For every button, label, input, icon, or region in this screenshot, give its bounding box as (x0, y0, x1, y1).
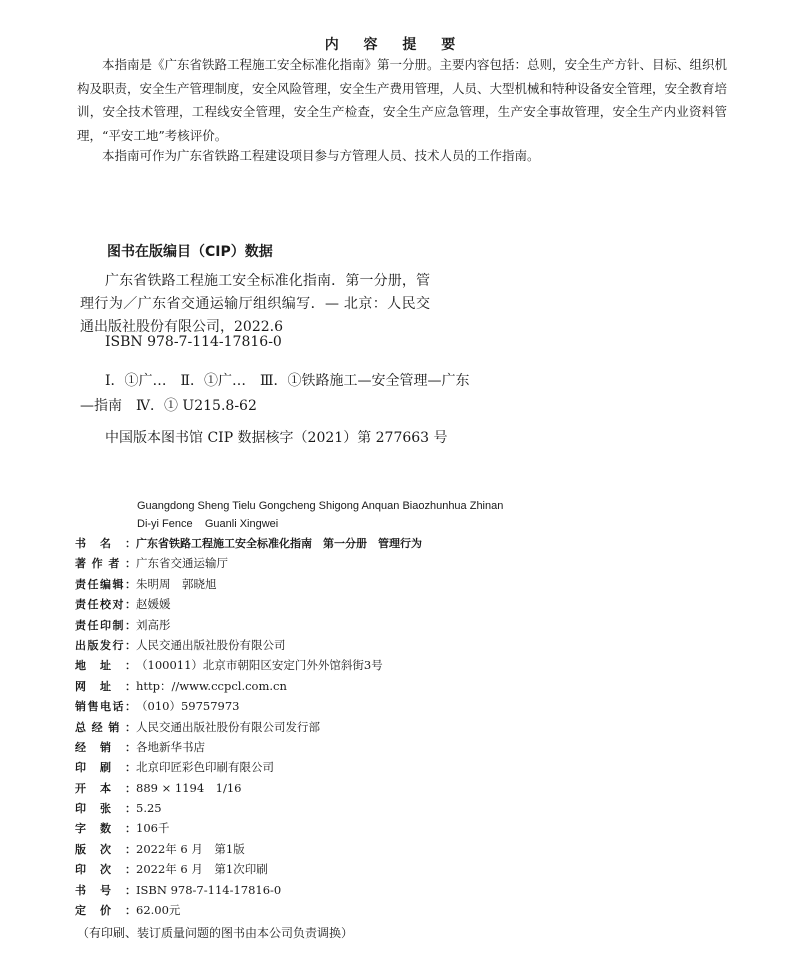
info-label: 印张： (75, 802, 136, 816)
info-value: 人民交通出版社股份有限公司 (136, 637, 286, 652)
info-label: 责任印制： (75, 618, 136, 632)
info-row (75, 533, 422, 553)
info-label: 版次： (75, 842, 136, 856)
info-row (75, 635, 422, 655)
info-label: 销售电话： (75, 700, 136, 714)
cip-number: 中国版本图书馆 CIP 数据核字（2021）第 277663 号 (105, 430, 448, 446)
pinyin-line-2: Di-yi Fence Guanli Xingwei (137, 518, 279, 530)
summary-paragraph-2 (77, 144, 727, 168)
info-row (75, 615, 422, 635)
info-row (75, 778, 422, 798)
info-label: 责任编辑： (75, 577, 136, 591)
info-label: 印刷： (75, 761, 136, 775)
cip-heading: 图书在版编目（CIP）数据 (107, 244, 273, 260)
info-label: 著作者： (75, 557, 136, 571)
publication-info (75, 533, 422, 920)
info-label: 印次： (75, 863, 136, 877)
info-value: 刘高彤 (136, 617, 171, 632)
info-label: 责任校对： (75, 598, 136, 612)
info-row (75, 798, 422, 818)
summary-paragraph-1 (77, 53, 727, 147)
info-label: 开本： (75, 781, 136, 795)
footer-note: （有印刷、装订质量问题的图书由本公司负责调换） (77, 926, 354, 940)
info-row (75, 737, 422, 757)
info-value: 各地新华书店 (136, 739, 205, 754)
info-row (75, 900, 422, 920)
info-value: ISBN 978-7-114-17816-0 (136, 882, 282, 897)
info-label: 总经销： (75, 720, 136, 734)
info-row (75, 676, 422, 696)
info-value: http：//www.ccpcl.com.cn (136, 678, 287, 693)
info-row (75, 594, 422, 614)
cip-description: 广东省铁路工程施工安全标准化指南．第一分册，管理行为／广东省交通运输厅组织编写．— 北京：人民交通出版社股份有限公司，2022.6 (80, 273, 430, 335)
info-label: 定价： (75, 904, 136, 918)
info-value: 朱明周 郭晓旭 (136, 576, 217, 591)
info-label: 地址： (75, 659, 136, 673)
info-value: （010）59757973 (136, 699, 240, 714)
info-label: 书名： (75, 537, 136, 550)
summary-text: 本指南可作为广东省铁路工程建设项目参与方管理人员、技术人员的工作指南。 (102, 148, 540, 163)
cip-isbn: ISBN 978-7-114-17816-0 (105, 334, 282, 350)
info-value: 2022年 6 月 第1版 (136, 841, 245, 856)
info-label: 字数： (75, 822, 136, 836)
info-value: 人民交通出版社股份有限公司发行部 (136, 719, 320, 734)
info-value: 2022年 6 月 第1次印刷 (136, 862, 268, 877)
info-value: 北京印匠彩色印刷有限公司 (136, 760, 274, 775)
info-value: 赵媛媛 (136, 597, 171, 612)
info-value: 广东省铁路工程施工安全标准化指南 第一分册 管理行为 (136, 537, 422, 550)
info-label: 网址： (75, 679, 136, 693)
info-row (75, 696, 422, 716)
pinyin-title (137, 497, 503, 533)
info-row (75, 818, 422, 838)
info-value: 106千 (136, 821, 170, 836)
info-row (75, 757, 422, 777)
info-value: 889 × 1194 1/16 (136, 780, 242, 795)
info-value: 62.00元 (136, 903, 181, 918)
summary-text: 本指南是《广东省铁路工程施工安全标准化指南》第一分册。主要内容包括：总则，安全生产方针、目标、组织机构及职责，安全生产管理制度，安全风险管理，安全生产费用管理，人员、大型机械和特种设备安全管理，安全教育培训，安全技术管理，工程线安全管理，安全生产检查，安全生产应急管理，生产安全事故管理，安全生产内业资料管理，“平安工地”考核评价。 (77, 57, 728, 143)
info-label: 经销： (75, 740, 136, 754)
info-row (75, 839, 422, 859)
info-row (75, 859, 422, 879)
info-label: 出版发行： (75, 638, 136, 652)
cip-classification: Ⅰ．①广… Ⅱ．①广… Ⅲ．①铁路施工—安全管理—广东—指南 Ⅳ．① U215.8-62 (80, 373, 470, 414)
info-value: （100011）北京市朝阳区安定门外外馆斜街3号 (136, 658, 383, 673)
info-row (75, 553, 422, 573)
info-label: 书号： (75, 883, 136, 897)
info-value: 广东省交通运输厅 (136, 556, 228, 571)
info-value: 5.25 (136, 801, 162, 816)
info-row (75, 717, 422, 737)
info-row (75, 655, 422, 675)
pinyin-line-1: Guangdong Sheng Tielu Gongcheng Shigong Anquan Biaozhunhua Zhinan (137, 500, 504, 512)
info-row (75, 880, 422, 900)
info-row (75, 574, 422, 594)
summary-heading: 内 容 提 要 (324, 37, 466, 53)
